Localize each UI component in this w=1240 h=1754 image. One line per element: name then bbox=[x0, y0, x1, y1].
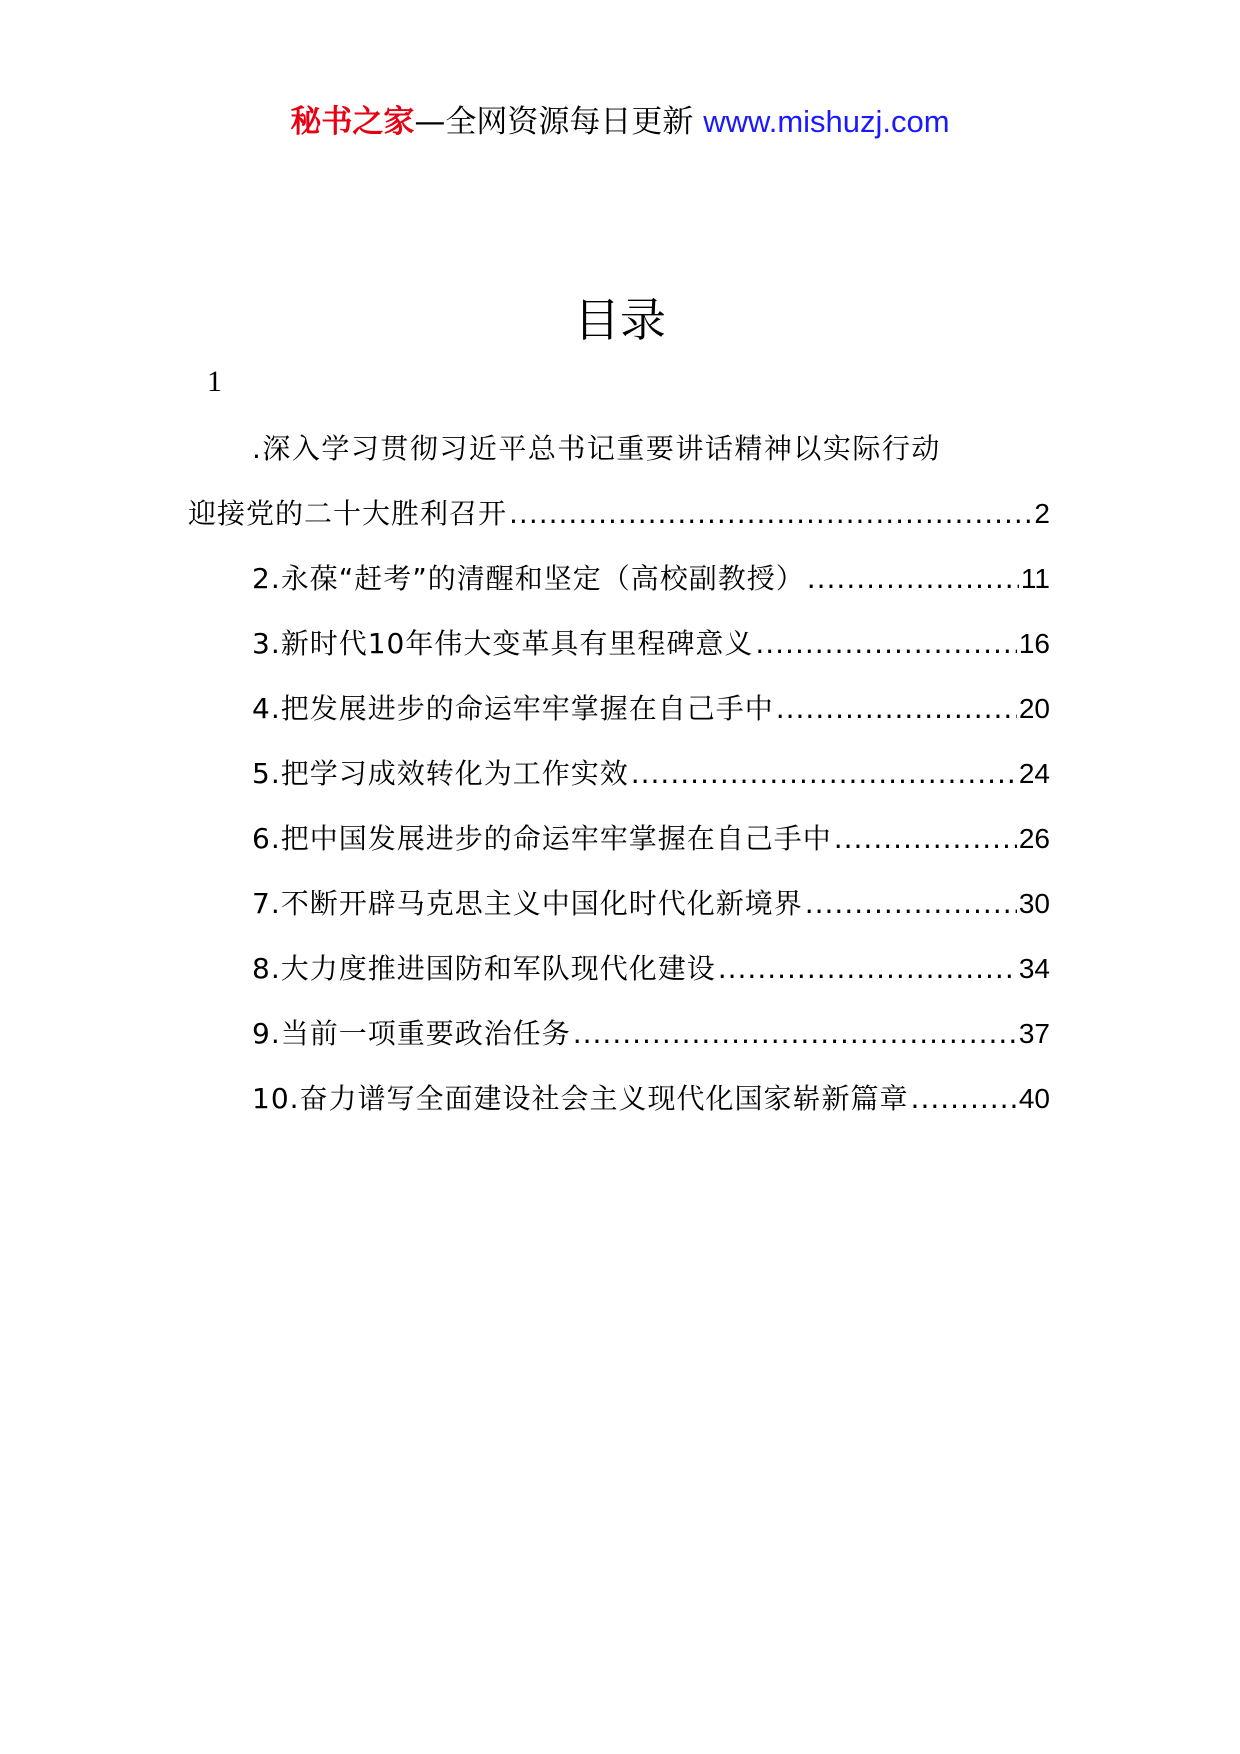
toc-page-number: 34 bbox=[1018, 953, 1050, 984]
toc-entry[interactable] bbox=[252, 1076, 1050, 1122]
toc-entry-text: 9.当前一项重要政治任务 bbox=[252, 1017, 571, 1050]
dot-leader bbox=[573, 1011, 1017, 1057]
toc-page-number: 24 bbox=[1018, 758, 1050, 789]
toc-page-number: 20 bbox=[1018, 693, 1050, 724]
toc-page-number: 2 bbox=[1034, 498, 1050, 529]
dot-leader bbox=[911, 1076, 1017, 1122]
toc-entry-1-line1[interactable]: .深入学习贯彻习近平总书记重要讲话精神以实际行动 bbox=[252, 432, 941, 465]
toc-page-number: 11 bbox=[1020, 563, 1050, 594]
toc-page-number: 16 bbox=[1018, 628, 1050, 659]
toc-entry-text: 2.永葆“赶考”的清醒和坚定（高校副教授） bbox=[252, 562, 805, 595]
toc-entry-text: 3.新时代10年伟大变革具有里程碑意义 bbox=[252, 627, 754, 660]
brand-name: 秘书之家 bbox=[290, 104, 415, 140]
dot-leader bbox=[509, 491, 1032, 537]
toc-entry[interactable] bbox=[252, 881, 1050, 927]
dot-leader bbox=[805, 881, 1017, 927]
toc-entry[interactable] bbox=[252, 621, 1050, 667]
toc-page-number: 37 bbox=[1018, 1018, 1050, 1049]
toc-page-number: 26 bbox=[1018, 823, 1050, 854]
toc-page-number: 40 bbox=[1018, 1083, 1050, 1114]
toc-entry[interactable] bbox=[252, 556, 1050, 602]
dot-leader bbox=[631, 751, 1017, 797]
toc-entry-text: 7.不断开辟马克思主义中国化时代化新境界 bbox=[252, 887, 803, 920]
toc-entry-text: 10.奋力谱写全面建设社会主义现代化国家崭新篇章 bbox=[252, 1082, 909, 1115]
page-title: 目录 bbox=[574, 293, 666, 347]
dot-leader bbox=[755, 621, 1016, 667]
toc-entry[interactable] bbox=[252, 1011, 1050, 1057]
toc-entry[interactable] bbox=[252, 751, 1050, 797]
toc-first-number: 1 bbox=[207, 365, 222, 398]
dot-leader bbox=[807, 556, 1019, 602]
header-tagline: —全网资源每日更新 bbox=[414, 104, 704, 140]
toc-entry[interactable] bbox=[252, 686, 1050, 732]
toc-entry[interactable] bbox=[252, 816, 1050, 862]
dot-leader bbox=[718, 946, 1017, 992]
dot-leader bbox=[834, 816, 1017, 862]
toc-entry-text: 迎接党的二十大胜利召开 bbox=[188, 497, 508, 530]
site-url-link[interactable]: www.mishuzj.com bbox=[703, 104, 950, 139]
toc-page-number: 30 bbox=[1018, 888, 1050, 919]
dot-leader bbox=[776, 686, 1017, 732]
toc-entry-text: 5.把学习成效转化为工作实效 bbox=[252, 757, 629, 790]
toc-entry-text: 4.把发展进步的命运牢牢掌握在自己手中 bbox=[252, 692, 774, 725]
toc-entry-text: 6.把中国发展进步的命运牢牢掌握在自己手中 bbox=[252, 822, 832, 855]
toc-entry[interactable] bbox=[252, 946, 1050, 992]
toc-entry-1[interactable] bbox=[188, 491, 1050, 537]
toc-entry-text: 8.大力度推进国防和军队现代化建设 bbox=[252, 952, 716, 985]
